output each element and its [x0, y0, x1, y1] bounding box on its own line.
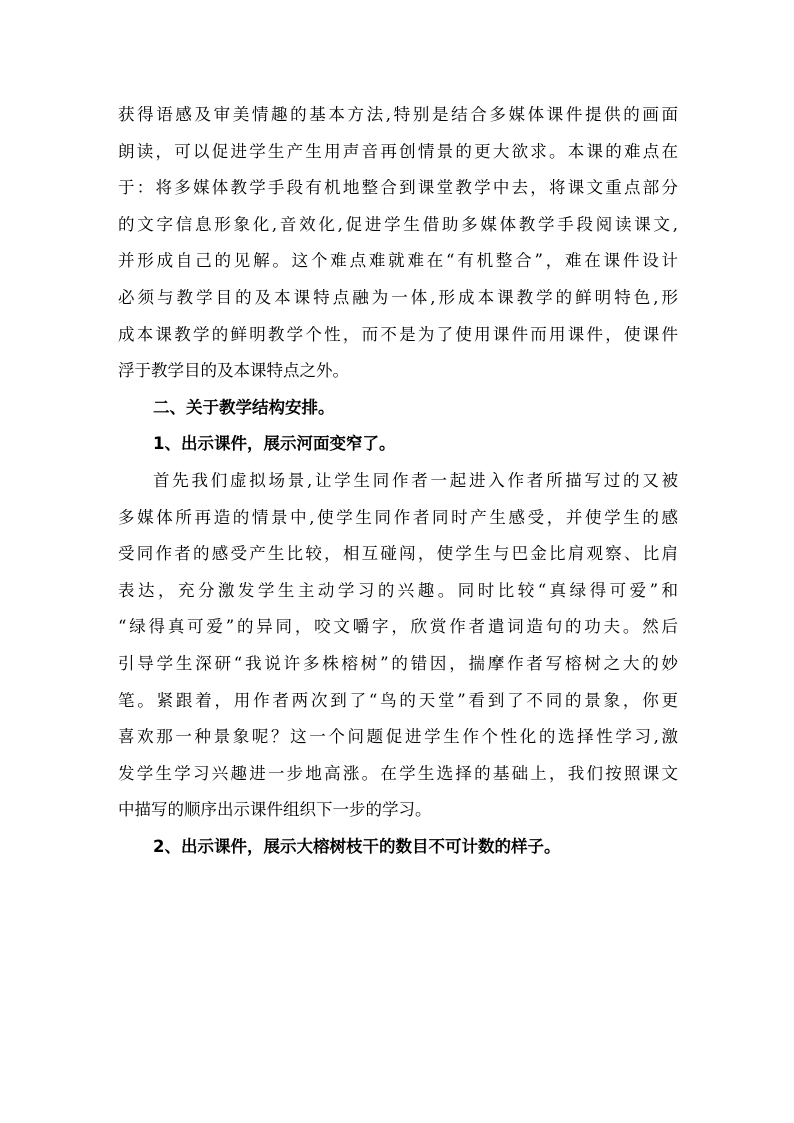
- paragraph-line: 发学生学习兴趣进一步地高涨。在学生选择的基础上，我们按照课文: [118, 763, 678, 783]
- paragraph-line: 中描写的顺序出示课件组织下一步的学习。: [118, 800, 432, 820]
- paragraph-line: 表达，充分激发学生主动学习的兴趣。同时比较“真绿得可爱”和: [118, 580, 678, 600]
- paragraph-line: 笔。紧跟着，用作者两次到了“鸟的天堂”看到了不同的景象，你更: [118, 690, 678, 710]
- paragraph-line: 多媒体所再造的情景中,使学生同作者同时产生感受，并使学生的感: [118, 507, 678, 527]
- paragraph-line: 浮于教学目的及本课特点之外。: [118, 361, 349, 381]
- paragraph-line: 获得语感及审美情趣的基本方法,特别是结合多媒体课件提供的画面: [118, 105, 678, 124]
- paragraph-line: 朗读，可以促进学生产生用声音再创情景的更大欲求。本课的难点在: [118, 141, 678, 161]
- paragraph-line: 于：将多媒体教学手段有机地整合到课堂教学中去，将课文重点部分: [118, 178, 678, 198]
- paragraph-line: 首先我们虚拟场景,让学生同作者一起进入作者所描写过的又被: [153, 470, 678, 490]
- paragraph-line: 的文字信息形象化,音效化,促进学生借助多媒体教学手段阅读课文,: [118, 214, 678, 234]
- paragraph-line: 并形成自己的见解。这个难点难就难在“有机整合”，难在课件设计: [118, 251, 678, 271]
- subsection-heading: 2、出示课件，展示大榕树枝干的数目不可计数的样子。: [153, 836, 561, 856]
- paragraph-line: 必须与教学目的及本课特点融为一体,形成本课教学的鲜明特色,形: [118, 287, 678, 307]
- paragraph-line: 喜欢那一种景象呢？这一个问题促进学生作个性化的选择性学习,激: [118, 727, 678, 747]
- paragraph-line: “绿得真可爱”的异同，咬文嚼字，欣赏作者遣词造句的功夫。然后: [118, 617, 678, 637]
- subsection-heading: 1、出示课件，展示河面变窄了。: [153, 434, 396, 454]
- document-body: [118, 97, 678, 865]
- section-heading: 二、关于教学结构安排。: [153, 397, 335, 417]
- paragraph-line: 受同作者的感受产生比较，相互碰闯，使学生与巴金比肩观察、比肩: [118, 544, 678, 564]
- paragraph-line: 成本课教学的鲜明教学个性，而不是为了使用课件而用课件，使课件: [118, 324, 678, 344]
- paragraph-line: 引导学生深研“我说许多株榕树”的错因，揣摩作者写榕树之大的妙: [118, 653, 678, 673]
